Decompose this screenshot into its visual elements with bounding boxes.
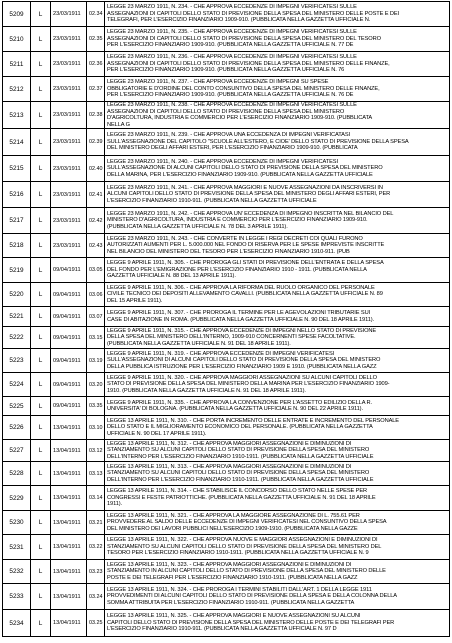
row-description <box>105 327 450 349</box>
description-line: LEGGE 23 MARZO 1911, N. 234. - CHE APPROVA ECCEDENZE DI IMPEGNI VERIFICATESI SULLE <box>107 4 357 11</box>
description-line: (PUBBLICATA NELLA GAZZETTA UFFICIALE N. 78 DEL 3 APRILE 1911). <box>107 223 288 230</box>
row-description <box>105 511 450 535</box>
register-row <box>3 349 450 373</box>
description-line: LEGGE 23 MARZO 1911, N. 237. - CHE APPROVA ECCEDENZE DI IMPEGNI SU SPESE <box>107 79 329 86</box>
row-number: 03.21 <box>87 511 105 535</box>
row-number: 02.36 <box>87 52 105 77</box>
row-date: 13/04/1911 <box>51 416 87 440</box>
register-row <box>3 610 450 637</box>
row-type: L <box>31 156 51 182</box>
description-line: 1910. (PUBBLICATA NELLA GAZZETTA UFFICIALE N. 91 DEL 18 APRILE 1911). <box>107 387 306 394</box>
row-type: L <box>31 486 51 511</box>
row-number: 02.38 <box>87 102 105 129</box>
row-date: 13/04/1911 <box>51 560 87 584</box>
register-row <box>3 234 450 258</box>
row-number: 02.39 <box>87 129 105 156</box>
description-line: DELLA SPESA DEL MINISTERO DELL'INTERNO, 1909-910 CONCERNENTI SPESE FACOLTATIVE. <box>107 334 356 341</box>
description-line: STANZIAMENTO IN ALCUNI CAPITOLI DELLO STATO DI PREVISIONE DELLA SPESA DEL MINISTERO DELLE <box>107 568 386 575</box>
description-line: DELL'INTERNO PER L'ESERCIZIO FINANZIARIO 1910-1911. (PUBBLICATA NELLA GAZZETTA UFFICIALE <box>107 476 374 483</box>
row-date: 23/03/1911 <box>51 182 87 208</box>
row-id: 5223 <box>3 349 31 373</box>
register-row <box>3 2 450 27</box>
row-id: 5220 <box>3 283 31 307</box>
description-line: LEGGE 13 APRILE 1911, N. 314. - CHE STABILISCE IL CONCORSO DELLO STATO NELLE SPESE PER <box>107 488 368 495</box>
row-type: L <box>31 77 51 102</box>
row-type: L <box>31 535 51 560</box>
row-number: 03.22 <box>87 535 105 560</box>
row-id: 5232 <box>3 560 31 584</box>
register-body <box>3 2 450 637</box>
row-id: 5221 <box>3 307 31 327</box>
row-date: 23/03/1911 <box>51 129 87 156</box>
row-date: 23/03/1911 <box>51 27 87 52</box>
row-type: L <box>31 610 51 637</box>
row-date: 23/03/1911 <box>51 102 87 129</box>
row-type: L <box>31 440 51 462</box>
row-type: L <box>31 397 51 416</box>
row-number: 03.35 <box>87 397 105 416</box>
row-type: L <box>31 129 51 156</box>
description-line: LEGGE 23 MARZO 1911, N. 238. - CHE APPROVA ECCEDENZE DI IMPEGNI VERIFICATESI SULLE <box>107 102 357 108</box>
description-line: STANZIAMENTO SU ALCUNI CAPITOLI DELLO STATO DI PREVISIONE DELLA SPESA DEL MINISTERO DEL <box>107 543 382 550</box>
row-number: 03.24 <box>87 584 105 610</box>
row-id: 5214 <box>3 129 31 156</box>
row-id: 5213 <box>3 102 31 129</box>
description-line: UNIVERSITA' DI BOLOGNA. (PUBBLICATA NELLA GAZZETTA UFFICIALE N. 90 DEL 22 APRILE 1911). <box>107 406 363 412</box>
row-date: 09/04/1911 <box>51 397 87 416</box>
row-number: 03.14 <box>87 486 105 511</box>
row-type: L <box>31 584 51 610</box>
row-date: 09/04/1911 <box>51 373 87 397</box>
row-id: 5215 <box>3 156 31 182</box>
register-row <box>3 397 450 416</box>
register-row <box>3 373 450 397</box>
row-id: 5212 <box>3 77 31 102</box>
row-description <box>105 535 450 560</box>
row-description <box>105 258 450 283</box>
row-number: 02.42 <box>87 208 105 234</box>
description-line: SULL'ASSEGNAZIONI DI ALCUNI CAPITOLI DELLO STATO DI PREVISIONE DELLA SPESA DEL MINISTERO <box>107 357 381 364</box>
row-type: L <box>31 208 51 234</box>
row-id: 5231 <box>3 535 31 560</box>
description-line: L'ESERCIZIO FINANZIARIO 1910-911. (PUBBLICATA NELLA GAZZETTA UFFICIALE <box>107 197 317 204</box>
row-description <box>105 156 450 182</box>
description-line: LEGGE 23 MARZO 1911, N. 240. - CHE APPROVA ECCEDENZE DI IMPEGNI VERIFICATESI <box>107 158 338 165</box>
description-line: SOMMA ATTRIBUITA PER L'ESERCIZIO FINANZIARIO 1910-911. (PUBBLICATA NELLA GAZZETTA <box>107 599 355 606</box>
row-description <box>105 486 450 511</box>
row-id: 5210 <box>3 27 31 52</box>
description-line: SULL'ASSEGNAZIONE DEL CAPITOLO "SCUOLE ALL'ESTERO, E CIOE' DELLO STATO DI PREVISIONE DELLA SPESA <box>107 138 409 145</box>
description-line: LEGGE 23 MARZO 1911, N. 243. - CHE CONVERTE IN LEGGE I REGI DECRETI COI QUALI FURONO <box>107 235 363 242</box>
row-date: 23/03/1911 <box>51 77 87 102</box>
description-line: 1911). <box>107 501 123 508</box>
row-date: 13/04/1911 <box>51 440 87 462</box>
description-line: D'AGRICOLTURA, INDUSTRIA E COMMERCIO PER L'ESERCIZIO FINANZIARIO 1909-910. (PUBBLICATA <box>107 115 373 121</box>
row-type: L <box>31 52 51 77</box>
description-line: STANZIAMENTO SU ALCUNI CAPITOLI DELLO STATO DI PREVISIONE DELLA SPESA DEL MINISTERO <box>107 447 370 454</box>
row-type: L <box>31 373 51 397</box>
row-number: 02.40 <box>87 156 105 182</box>
description-line: LEGGE 9 APRILE 1911, N. 305. - CHE PROROGA GLI STATI DI PREVISIONE DELL'ENTRATA E DELLA SPESA <box>107 260 384 267</box>
row-description <box>105 610 450 637</box>
description-line: PER L'ESERCIZIO FINANZIARIO 1909-910. (PUBBLICATA NELLA GAZZETTA UFFICIALE N. 77 DE <box>107 42 354 49</box>
description-line: (PUBBLICATA NELLA GAZZETTA UFFICIALE N. 91 DEL 18 APRILE 1911). <box>107 340 291 347</box>
row-description <box>105 440 450 462</box>
register-row <box>3 327 450 349</box>
row-id: 5209 <box>3 2 31 27</box>
row-description <box>105 349 450 373</box>
description-line: PROVVEDIMENTI DI ALCUNI CAPITOLI DELLO STATO DI PREVISIONE DELLA SPESA E DELLA COLONNA DELLA <box>107 593 397 600</box>
description-line: CONGRESSI E FESTE PATRIOTTICHE. (PUBBLICATA NELLA GAZZETTA UFFICIALE N. 91 DEL 18 APRILE <box>107 494 376 501</box>
row-type: L <box>31 2 51 27</box>
description-line: SULL'ASSEGNAZIONE DI ALCUNI CAPITOLI DELLO STATO DI PREVISIONE DELLA SPESA DEL MINISTERO <box>107 165 383 172</box>
description-line: LEGGE 13 APRILE 1911, N. 322. - CHE APPROVA NUOVE E MAGGIORI ASSEGNAZIONI E DIMINUZIONI DI <box>107 537 378 544</box>
row-description <box>105 2 450 27</box>
row-date: 13/04/1911 <box>51 511 87 535</box>
description-line: ASSEGNAZIONI DI CAPITOLI DELLO STATO DI PREVISIONE DELLA SPESA DEL MINISTERO DEL TESORO <box>107 35 381 42</box>
row-id: 5211 <box>3 52 31 77</box>
description-line: ASSEGNAZIONI DI CAPITOLI DELLO STATO DI PREVISIONE DELLA SPESA DEL MINISTERO DELLE POSTE E DEI <box>107 10 400 17</box>
row-number: 03.20 <box>87 373 105 397</box>
row-description <box>105 208 450 234</box>
description-line: STANZIAMENTO SU ALCUNI CAPITOLI DELLO STATO DI PREVISIONE DELLA SPESA DEL MINISTERO <box>107 470 370 477</box>
row-number: 03.23 <box>87 560 105 584</box>
row-description <box>105 77 450 102</box>
row-number: 03.06 <box>87 283 105 307</box>
row-number: 03.19 <box>87 349 105 373</box>
description-line: DELLA PUBBLICA ISTRUZIONE PER L'ESERCIZIO FINANZIARIO 1909 E 1910. (PUBBLICATA NELLA GAZZ <box>107 363 377 370</box>
row-description <box>105 584 450 610</box>
row-description <box>105 129 450 156</box>
description-line: CIVILE TECNICO DEI DEPOSITI ALLEVAMENTO CAVALLI. (PUBBLICATA NELLA GAZZETTA UFFICIALE N. 89 <box>107 291 383 298</box>
row-date: 09/04/1911 <box>51 258 87 283</box>
description-line: PROVVEDERE AL SALDO DELLE ECCEDENZE DI IMPEGNI VERIFICATESI NEL CONSUNTIVO DELLA SPESA <box>107 519 387 526</box>
row-date: 09/04/1911 <box>51 307 87 327</box>
row-id: 5234 <box>3 610 31 637</box>
row-date: 23/03/1911 <box>51 208 87 234</box>
register-row <box>3 27 450 52</box>
row-id: 5227 <box>3 440 31 462</box>
row-date: 13/04/1911 <box>51 535 87 560</box>
register-row <box>3 283 450 307</box>
description-line: TESORO PER L'ESERCIZIO FINANZIARIO 1910-1911. (PUBBLICATA NELLA GAZZETTA UFFICIALE N. 9 <box>107 550 369 557</box>
register-row <box>3 511 450 535</box>
description-line: LEGGE 23 MARZO 1911, N. 239. - CHE APPROVA UNA ECCEDENZA DI IMPEGNI VERIFICATASI <box>107 132 350 139</box>
row-type: L <box>31 416 51 440</box>
row-type: L <box>31 283 51 307</box>
row-number: 03.07 <box>87 307 105 327</box>
row-description <box>105 416 450 440</box>
row-number: 02.41 <box>87 182 105 208</box>
row-id: 5217 <box>3 208 31 234</box>
description-line: LEGGE 9 APRILE 1911, N. 307. - CHE PROROGA IL TERMINE PER LE AGEVOLAZIONI TRIBUTARIE SUI <box>107 310 371 316</box>
row-type: L <box>31 511 51 535</box>
row-number: 03.05 <box>87 258 105 283</box>
description-line: ASSEGNAZIONI DI CAPITOLI DELLO STATO DI PREVISIONE DELLA SPESA DEL MINISTERO <box>107 108 345 115</box>
row-id: 5216 <box>3 182 31 208</box>
register-row <box>3 52 450 77</box>
description-line: DELLO STATO E IL MIGLIORAMENTO ECONOMICO DEL PERSONALE. (PUBBLICATA NELLA GAZZETTA <box>107 424 373 431</box>
row-description <box>105 102 450 129</box>
description-line: CASE DI ABITAZIONE IN ROMA. (PUBBLICATA NELLA GAZZETTA UFFICIALE N. 90 DEL 18 APRILE 1911). <box>107 316 375 323</box>
row-description <box>105 234 450 258</box>
row-date: 13/04/1911 <box>51 584 87 610</box>
row-type: L <box>31 462 51 486</box>
description-line: MINISTERO D'AGRICOLTURA, INDUSTRIA E COMMERCIO PER L'ESERCIZIO FINANZIARIO 1909-910. <box>107 217 368 224</box>
description-line: L'ESERCIZIO FINANZIARIO 1910-911. (PUBBLICATA NELLA GAZZETTA UFFICIALE N. 97 D <box>107 626 337 633</box>
description-line: LEGGE 13 APRILE 1911, N. 310. - CHE PORTA INCREMENTO DELLE ENTRATE E INCREMENTO DEL PERSONALE <box>107 417 399 424</box>
row-type: L <box>31 258 51 283</box>
row-number: 02.43 <box>87 234 105 258</box>
description-line: LEGGE 9 APRILE 1911, N. 315. - CHE APPROVA ECCEDENZE DI IMPEGNI NELLO STATO DI PREVISIONE <box>107 327 377 334</box>
description-line: GAZZETTA UFFICIALE N. 88 DEL 13 APRILE 1911). <box>107 273 236 280</box>
row-description <box>105 283 450 307</box>
register-row <box>3 77 450 102</box>
description-line: NEL BILANCIO DEL MINISTERO DEL TESORO PER L'ESERCIZIO FINANZIARIO 1910-911. (PUB <box>107 248 350 255</box>
register-row <box>3 440 450 462</box>
description-line: PER L'ESERCIZIO FINANZIARIO 1909-910. (PUBBLICATA NELLA GAZZETTA UFFICIALE N. 76 DE <box>107 92 354 99</box>
row-number: 03.12 <box>87 440 105 462</box>
description-line: LEGGE 9 APRILE 1911, N. 319. - CHE APPROVA ECCEDENZE DI IMPEGNI VERIFICATESI <box>107 350 335 357</box>
register-row <box>3 584 450 610</box>
register-row <box>3 102 450 129</box>
register-row <box>3 156 450 182</box>
row-number: 03.25 <box>87 610 105 637</box>
description-line: LEGGE 23 MARZO 1911, N. 236. - CHE APPROVA ECCEDENZE DI IMPEGNI VERIFICATESI SULLE <box>107 54 357 61</box>
row-type: L <box>31 307 51 327</box>
row-type: L <box>31 349 51 373</box>
register-row <box>3 486 450 511</box>
description-line: AUTORIZZATI AUMENTI PER L. 5.000.000 NEL FONDO DI RISERVA PER LE SPESE IMPREVISTE INSCRITTE <box>107 242 385 249</box>
row-description <box>105 560 450 584</box>
description-line: DEL FONDO PER L'EMIGRAZIONE PER L'ESERCIZIO FINANZIARIO 1910 - 1911. (PUBBLICATA NELLA <box>107 266 367 273</box>
row-id: 5230 <box>3 511 31 535</box>
row-date: 13/04/1911 <box>51 462 87 486</box>
row-type: L <box>31 560 51 584</box>
row-date: 13/04/1911 <box>51 486 87 511</box>
description-line: TELEGRAFI, PER L'ESERCIZIO FINANZIARIO 1909-910. (PUBBLICATA NELLA GAZZETTA UFFICIALE N. <box>107 17 371 24</box>
description-line: LEGGE 13 APRILE 1911, N. 323. - CHE APPROVA MAGGIORI ASSEGNAZIONI E DIMINUZIONI DI <box>107 561 352 568</box>
row-date: 09/04/1911 <box>51 283 87 307</box>
register-row <box>3 258 450 283</box>
row-number: 03.15 <box>87 327 105 349</box>
register-row <box>3 535 450 560</box>
row-number: 03.13 <box>87 462 105 486</box>
row-id: 5219 <box>3 258 31 283</box>
row-id: 5225 <box>3 397 31 416</box>
row-type: L <box>31 182 51 208</box>
description-line: LEGGE 13 APRILE 1911, N. 324. - CHE PROROGA I TERMINI STABILITI DALL'ART. 1 DELLA LEGGE 1911 <box>107 586 372 593</box>
description-line: DEL 15 APRILE 1911). <box>107 297 163 304</box>
register-row <box>3 416 450 440</box>
description-line: LEGGE 13 APRILE 1911, N. 321. - CHE APPROVA LA MAGGIORE ASSEGNAZIONE DI L. 755.61 PER <box>107 512 360 519</box>
register-row <box>3 182 450 208</box>
law-register-table <box>2 1 450 637</box>
row-date: 23/03/1911 <box>51 234 87 258</box>
row-id: 5229 <box>3 486 31 511</box>
description-line: STATO DI PREVISIONE DELLA SPESA DEL MINISTERO DELLA MARINA PER L'ESERCIZIO FINANZIARIO 1909- <box>107 381 390 388</box>
row-type: L <box>31 234 51 258</box>
row-date: 23/03/1911 <box>51 156 87 182</box>
description-line: LEGGE 23 MARZO 1911, N. 235. - CHE APPROVA ECCEDENZE DI IMPEGNI VERIFICATESI SULLE <box>107 29 357 36</box>
description-line: ALCUNI CAPITOLI DELLO STATO DI PREVISIONE DELLA SPESA DEL MINISTERO DEGLI AFFARI ESTERI, PER <box>107 191 391 198</box>
row-description <box>105 462 450 486</box>
row-id: 5233 <box>3 584 31 610</box>
row-description <box>105 182 450 208</box>
row-number: 02.35 <box>87 27 105 52</box>
register-row <box>3 462 450 486</box>
row-description <box>105 27 450 52</box>
row-date: 09/04/1911 <box>51 349 87 373</box>
description-line: CAPITOLI DELLO STATO DI PREVISIONE DELLA SPESA DEL MINISTERO DELLE POSTE E DEI TELEGRAFI PER <box>107 619 395 626</box>
description-line: LEGGE 13 APRILE 1911, N. 325. - CHE APPROVA MAGGIORI E NUOVE ASSEGNAZIONI SU ALCUNI <box>107 613 361 620</box>
description-line: DELLA MARINA, PER L'ESERCIZIO FINANZIARIO 1909-910. (PUBBLICATA NELLA GAZZETTA UFFICIALE <box>107 171 373 178</box>
row-id: 5228 <box>3 462 31 486</box>
row-id: 5222 <box>3 327 31 349</box>
description-line: OBBLIGATORIE E D'ORDINE DEL CONTO CONSUNTIVO DELLA SPESA DEL MINISTERO DELLE FINANZE, <box>107 85 380 92</box>
description-line: NELLA G <box>107 121 130 128</box>
register-row <box>3 560 450 584</box>
description-line: LEGGE 13 APRILE 1911, N. 313. - CHE APPROVA MAGGIORI ASSEGNAZIONI E DIMINUZIONI DI <box>107 463 352 470</box>
row-date: 13/04/1911 <box>51 610 87 637</box>
row-description <box>105 373 450 397</box>
row-type: L <box>31 27 51 52</box>
row-id: 5218 <box>3 234 31 258</box>
register-row <box>3 129 450 156</box>
description-line: LEGGE 23 MARZO 1911, N. 241. - CHE APPROVA MAGGIORI E NUOVE ASSEGNAZIONI DA INSCRIVERSI IN <box>107 184 383 191</box>
row-description <box>105 397 450 416</box>
row-type: L <box>31 327 51 349</box>
description-line: LEGGE 9 APRILE 1911, N. 306. - CHE APPROVA LA RIFORMA DEL RUOLO ORGANICO DEL PERSONALE <box>107 284 375 291</box>
row-number: 03.10 <box>87 416 105 440</box>
row-number: 02.34 <box>87 2 105 27</box>
description-line: DEL MINISTERO DEGLI AFFARI ESTERI, PER L'ESERCIZIO FINANZIARIO 1909-910. (PUBBLICATA <box>107 145 358 152</box>
register-row <box>3 208 450 234</box>
description-line: LEGGE 9 APRILE 1911, N. 320. - CHE APPROVA MAGGIORI ASSEGNAZIONI SU ALCUNI CAPITOLI DELLO <box>107 374 377 381</box>
row-date: 23/03/1911 <box>51 2 87 27</box>
description-line: UFFICIALE N. 90 DEL 17 APRILE 1911). <box>107 430 207 437</box>
row-id: 5224 <box>3 373 31 397</box>
row-description <box>105 307 450 327</box>
row-description <box>105 52 450 77</box>
description-line: DELL'INTERNO PER L'ESERCIZIO FINANZIARIO 1910-1911. (PUBBLICATA NELLA GAZZETTA UFFICIALE <box>107 453 374 460</box>
description-line: POSTE E DEI TELEGRAFI PER L'ESERCIZIO FINANZIARIO 1910-1911. (PUBBLICATA NELLA GAZZ <box>107 574 358 581</box>
description-line: LEGGE 13 APRILE 1911, N. 312. - CHE APPROVA MAGGIORI ASSEGNAZIONI E DIMINUZIONI DI <box>107 440 352 447</box>
row-date: 09/04/1911 <box>51 327 87 349</box>
register-row <box>3 307 450 327</box>
row-number: 02.37 <box>87 77 105 102</box>
row-date: 23/03/1911 <box>51 52 87 77</box>
description-line: LEGGE 9 APRILE 1911, N. 335. - CHE APPROVA LA CONVENZIONE PER L'ASSETTO EDILIZIO DELLA R. <box>107 399 372 406</box>
description-line: DEL MINISTERO DEI LAVORI PUBBLICI NELL'ESERCIZIO 1909-1910. (PUBBLICATA NELLA GAZZE <box>107 525 358 532</box>
description-line: PER L'ESERCIZIO FINANZIARIO 1909-910. (PUBBLICATA NELLA GAZZETTA UFFICIALE N. 76 <box>107 67 345 74</box>
row-id: 5226 <box>3 416 31 440</box>
description-line: ASSEGNAZIONI DI CAPITOLI DELLO STATO DI PREVISIONE DELLA SPESA DEL MINISTERO DELLE FINANZE, <box>107 60 390 67</box>
description-line: LEGGE 23 MARZO 1911, N. 242. - CHE APPROVA UN' ECCEDENZA DI IMPEGNO INSCRITTA NEL BILANCIO DEL <box>107 210 394 217</box>
row-type: L <box>31 102 51 129</box>
